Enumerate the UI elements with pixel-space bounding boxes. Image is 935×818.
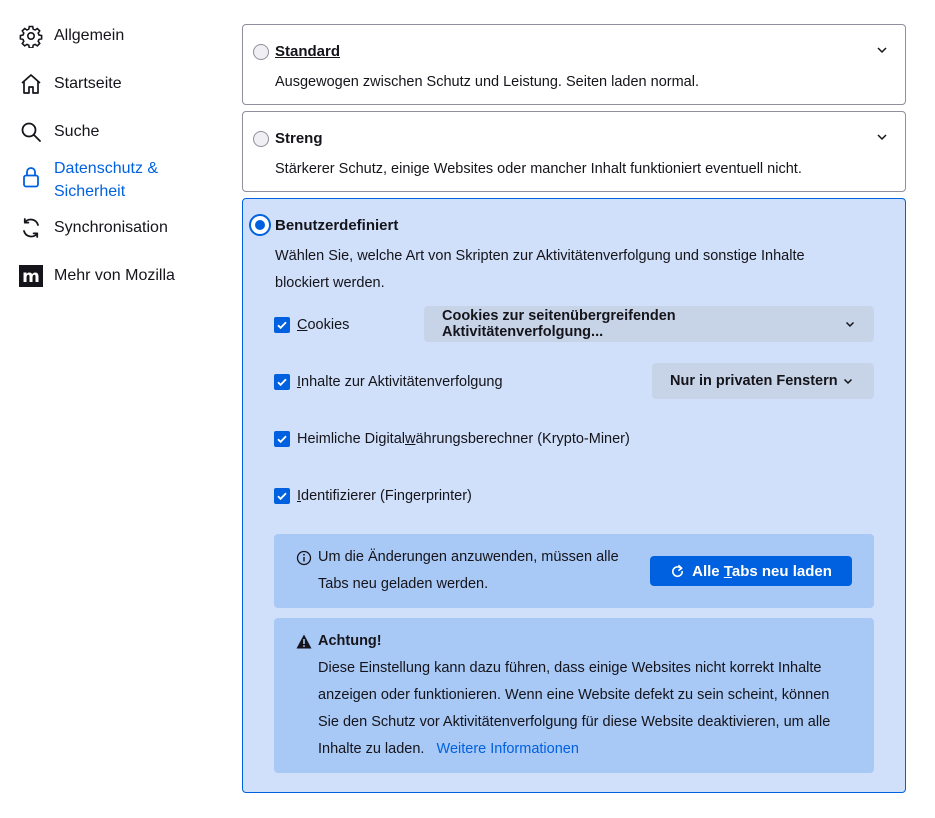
fingerprinters-checkbox-row[interactable]	[274, 488, 472, 504]
sidebar-item-label: Allgemein	[54, 27, 125, 44]
cookies-checkbox-row[interactable]	[274, 317, 349, 333]
chevron-down-icon	[844, 318, 856, 330]
fingerprinters-label: Identifizierer (Fingerprinter)	[297, 488, 472, 504]
mozilla-logo-icon	[18, 263, 44, 289]
custom-description-line1: Wählen Sie, welche Art von Skripten zur Aktivitätenverfolgung und sonstige Inhalte	[275, 248, 805, 264]
sidebar-item-label: Startseite	[54, 75, 122, 92]
standard-radio[interactable]	[253, 44, 269, 60]
cookies-checkbox[interactable]	[274, 317, 290, 333]
sidebar-item-label: Suche	[54, 123, 100, 140]
warning-line2: anzeigen oder funktionieren. Wenn eine Website defekt zu sein scheint, können	[318, 687, 830, 703]
gear-icon	[18, 23, 44, 49]
svg-text:m: m	[22, 267, 40, 287]
search-icon	[18, 119, 44, 145]
sidebar-item-label: Mehr von Mozilla	[54, 267, 175, 284]
chevron-down-icon[interactable]	[875, 130, 889, 144]
option-strict[interactable]	[242, 111, 906, 192]
custom-radio[interactable]	[249, 214, 271, 236]
sidebar-item-allgemein[interactable]	[18, 23, 124, 49]
sidebar-item-datenschutz[interactable]	[18, 156, 174, 203]
sidebar-item-synchronisation[interactable]	[18, 215, 168, 241]
tracking-content-label: Inhalte zur Aktivitätenverfolgung	[297, 374, 503, 390]
reload-button-label: Alle Tabs neu laden	[692, 562, 832, 580]
cookies-select[interactable]: Cookies zur seitenübergreifenden Aktivitätenverfolgung...	[424, 306, 874, 342]
standard-title: Standard	[275, 43, 341, 60]
tracking-content-checkbox-row[interactable]	[274, 374, 503, 390]
checkmark-icon	[276, 319, 288, 331]
sidebar	[0, 0, 230, 818]
cookies-label: Cookies	[297, 317, 350, 333]
warning-line1: Diese Einstellung kann dazu führen, dass einige Websites nicht korrekt Inhalte	[318, 660, 822, 676]
warning-title: Achtung!	[318, 633, 382, 649]
chevron-down-icon	[842, 375, 854, 387]
custom-description-line2: blockiert werden.	[275, 275, 385, 291]
warning-box	[274, 618, 874, 773]
sidebar-item-startseite[interactable]	[18, 71, 122, 97]
reload-icon	[670, 564, 685, 579]
chevron-down-icon[interactable]	[875, 43, 889, 57]
warning-line3: Sie den Schutz vor Aktivitätenverfolgung für diese Website deaktivieren, um alle	[318, 714, 831, 730]
lock-icon	[18, 164, 44, 190]
home-icon	[18, 71, 44, 97]
cryptominers-checkbox[interactable]	[274, 431, 290, 447]
reload-notice	[274, 534, 874, 608]
learn-more-link[interactable]: Weitere Informationen	[436, 741, 579, 757]
checkmark-icon	[276, 376, 288, 388]
option-custom[interactable]	[242, 198, 906, 793]
reload-notice-line1: Um die Änderungen anzuwenden, müssen alle	[318, 549, 619, 565]
standard-description: Ausgewogen zwischen Schutz und Leistung. Seiten laden normal.	[275, 74, 699, 90]
sidebar-item-mozilla[interactable]	[18, 263, 175, 289]
strict-description: Stärkerer Schutz, einige Websites oder mancher Inhalt funktioniert eventuell nicht.	[275, 161, 802, 177]
strict-radio[interactable]	[253, 131, 269, 147]
cryptominers-label: Heimliche Digitalwährungsberechner (Krypto-Miner)	[297, 431, 630, 447]
cryptominers-checkbox-row[interactable]	[274, 431, 630, 447]
tracking-content-select[interactable]: Nur in privaten Fenstern	[652, 363, 874, 399]
option-standard[interactable]	[242, 24, 906, 105]
sidebar-item-label: Datenschutz & Sicherheit	[54, 160, 159, 200]
warning-icon	[296, 634, 312, 649]
strict-title: Streng	[275, 130, 323, 147]
checkmark-icon	[276, 433, 288, 445]
custom-title: Benutzerdefiniert	[275, 217, 399, 234]
sidebar-item-suche[interactable]	[18, 119, 99, 145]
reload-notice-line2: Tabs neu geladen werden.	[318, 576, 489, 592]
fingerprinters-checkbox[interactable]	[274, 488, 290, 504]
tracking-content-checkbox[interactable]	[274, 374, 290, 390]
warning-line4: Inhalte zu laden. Weitere Informationen	[318, 741, 579, 757]
checkmark-icon	[276, 490, 288, 502]
reload-all-tabs-button[interactable]	[650, 556, 852, 586]
sync-icon	[18, 215, 44, 241]
info-icon	[296, 550, 312, 566]
sidebar-item-label: Synchronisation	[54, 219, 168, 236]
